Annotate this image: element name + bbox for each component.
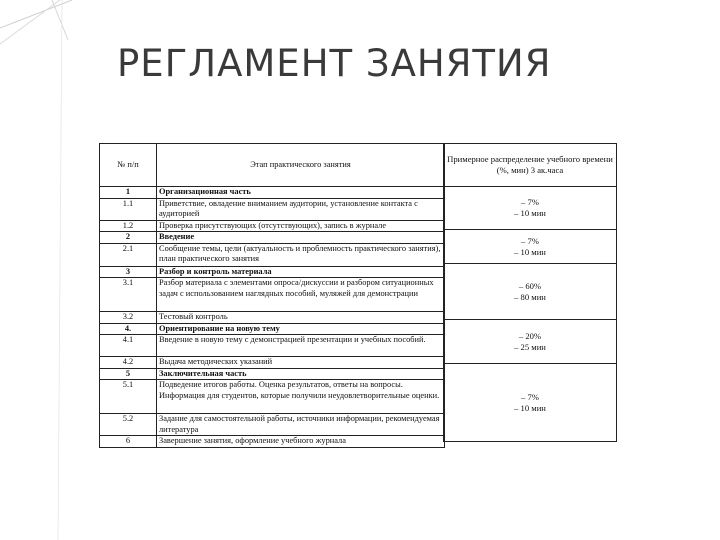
row-number: 5 [100, 368, 157, 380]
time-block [444, 230, 617, 264]
row-text: Приветствие, овладение вниманием аудитории, установление контакта с аудиторией [157, 198, 445, 220]
time-percent: – 7% [521, 235, 539, 246]
header-number: № п/п [100, 144, 157, 187]
table-row [100, 323, 445, 335]
row-text: Сообщение темы, цели (актуальность и проблемность практического занятия), план практического занятия [157, 243, 445, 266]
time-percent: – 7% [521, 197, 539, 207]
time-percent: – 20% [518, 330, 542, 341]
row-number: 2 [100, 232, 157, 244]
table-row [100, 187, 445, 199]
row-number: 5.2 [100, 414, 157, 436]
row-number: 4. [100, 323, 157, 335]
slide-title: РЕГЛАМЕНТ ЗАНЯТИЯ [117, 42, 552, 85]
row-number: 2.1 [100, 243, 157, 266]
time-percent: – 60% [518, 280, 542, 291]
time-block [444, 187, 617, 230]
row-number: 4.1 [100, 335, 157, 357]
row-number: 3.2 [100, 312, 157, 324]
row-number: 4.2 [100, 357, 157, 369]
row-text: Выдача методических указаний [157, 357, 445, 369]
table-row [100, 278, 445, 312]
row-text: Введение [157, 232, 445, 244]
time-minutes: – 25 мин [514, 341, 546, 352]
time-minutes: – 10 мин [514, 246, 546, 257]
table-row [100, 243, 445, 266]
time-table [443, 143, 617, 442]
time-percent: – 7% [521, 391, 539, 402]
table-row [100, 220, 445, 232]
row-text: Разбор материала с элементами опроса/дискуссии и разбором ситуационных задач с использованием наглядных пособий, муляжей для демонстрации [157, 278, 445, 312]
row-text: Тестовый контроль [157, 312, 445, 324]
time-minutes: – 80 мин [514, 291, 546, 302]
header-stage: Этап практического занятия [157, 144, 445, 187]
table-header-row [100, 144, 445, 187]
row-number: 6 [100, 436, 157, 448]
table-row [100, 436, 445, 448]
reglament-table [99, 143, 445, 448]
row-text: Организационная часть [157, 187, 445, 199]
row-text: Заключительная часть [157, 368, 445, 380]
table-row [100, 368, 445, 380]
row-text: Введение в новую тему с демонстрацией презентации и учебных пособий. [157, 335, 445, 357]
table-row [100, 380, 445, 414]
row-text: Разбор и контроль материала [157, 266, 445, 278]
table-row [100, 414, 445, 436]
row-text: Подведение итогов работы. Оценка результатов, ответы на вопросы. Информация для студентов, которые получили неудовлетворительные оценки. [157, 380, 445, 414]
time-minutes: – 10 мин [514, 208, 546, 218]
row-text: Завершение занятия, оформление учебного журнала [157, 436, 445, 448]
table-row [100, 312, 445, 324]
time-block [444, 320, 617, 364]
row-number: 1.2 [100, 220, 157, 232]
time-block [444, 364, 617, 442]
row-text: Проверка присутствующих (отсутствующих), запись в журнале [157, 220, 445, 232]
row-number: 3 [100, 266, 157, 278]
row-number: 3.1 [100, 278, 157, 312]
row-number: 5.1 [100, 380, 157, 414]
header-time: Примерное распределение учебного времени (%, мин) 3 ак.часа [444, 144, 617, 187]
row-number: 1.1 [100, 198, 157, 220]
table-row [100, 335, 445, 357]
table-row [100, 266, 445, 278]
time-block [444, 264, 617, 320]
table-row [100, 232, 445, 244]
table-row [100, 198, 445, 220]
row-text: Задание для самостоятельной работы, источники информации, рекомендуемая литература [157, 414, 445, 436]
table-row [100, 357, 445, 369]
row-text: Ориентирование на новую тему [157, 323, 445, 335]
time-minutes: – 10 мин [514, 402, 546, 413]
row-number: 1 [100, 187, 157, 199]
